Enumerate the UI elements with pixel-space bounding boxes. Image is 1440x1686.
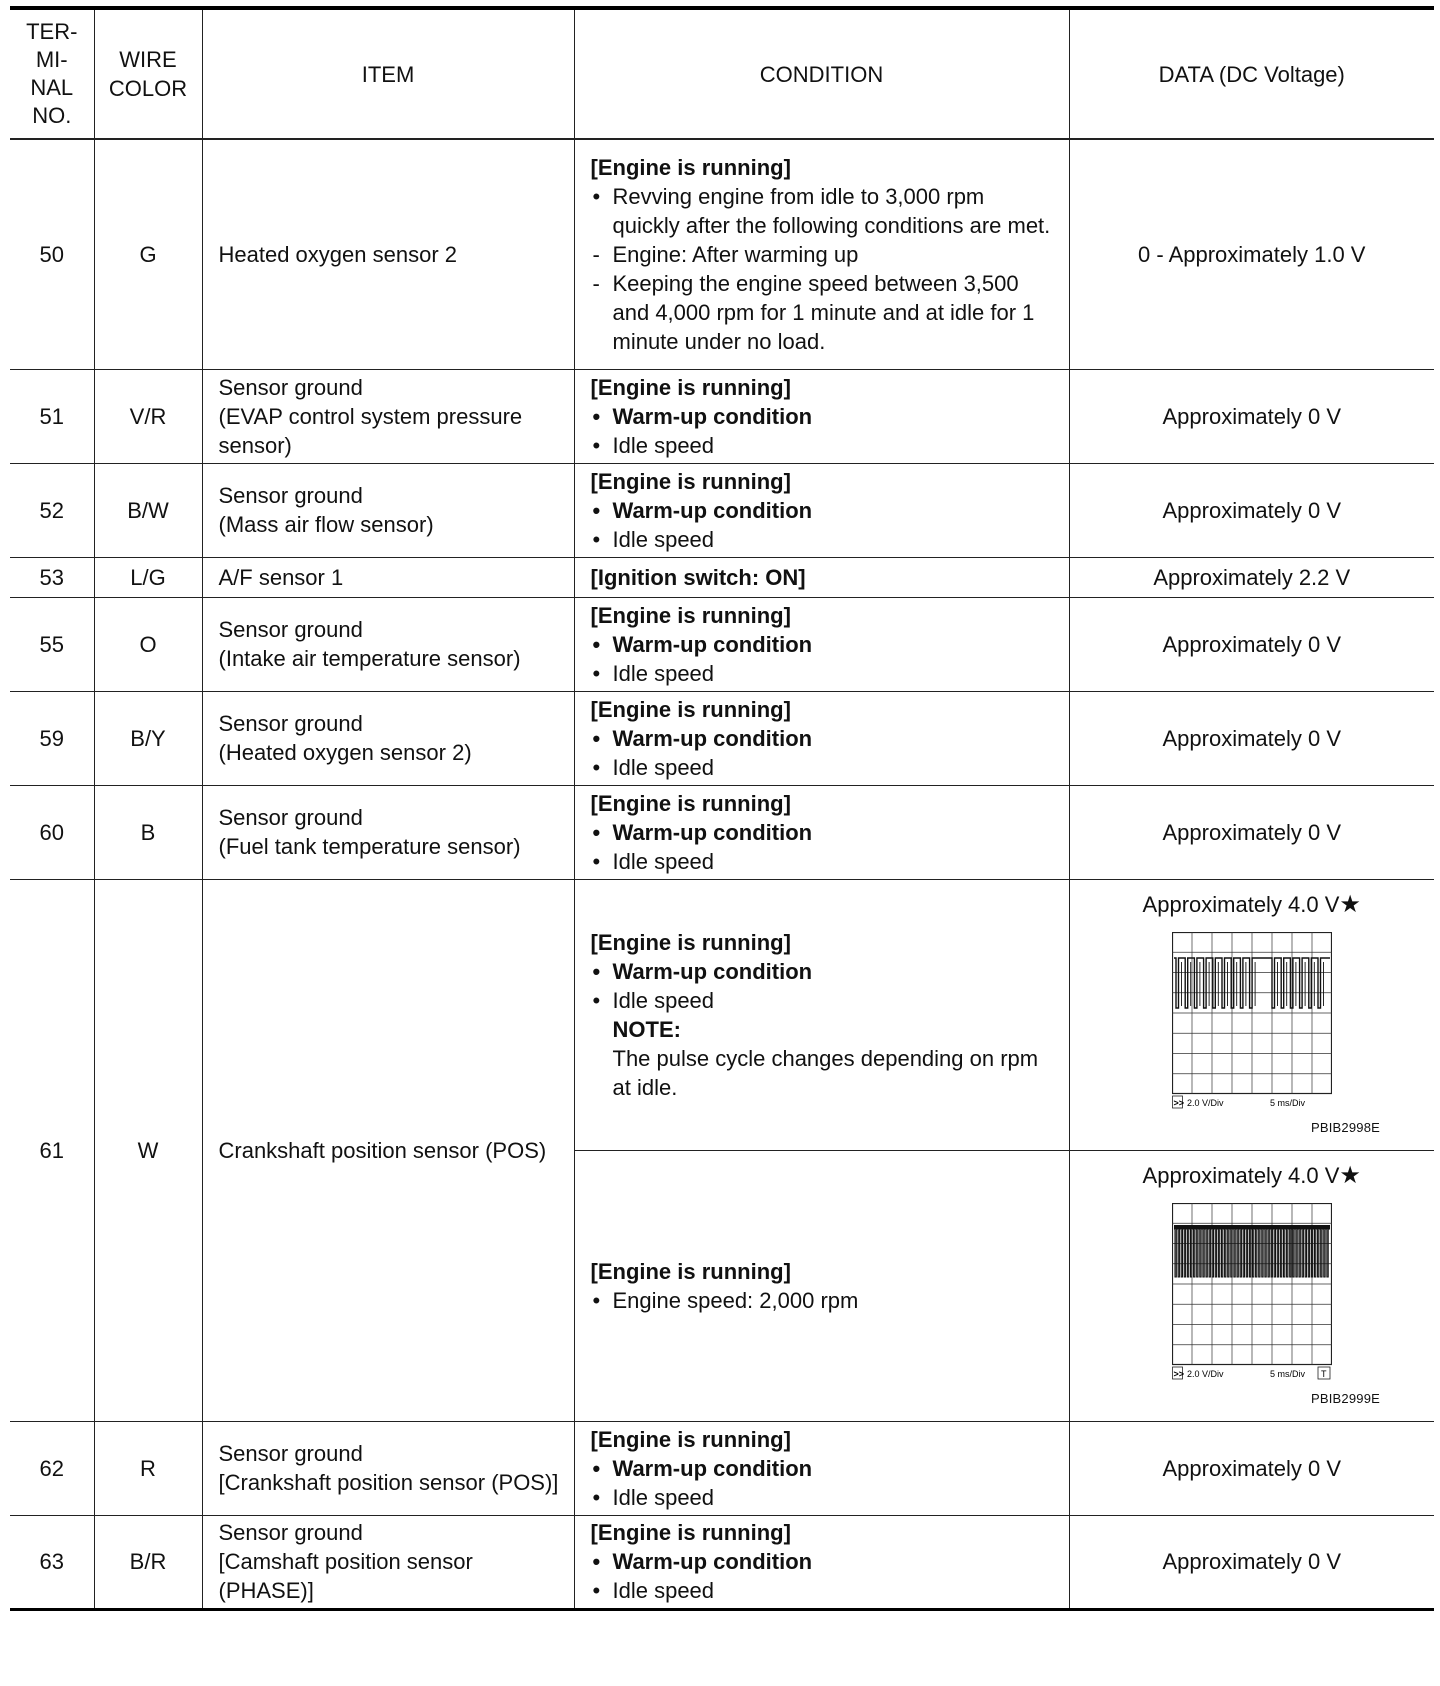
condition-item	[591, 240, 1057, 269]
figure-id: PBIB2998E	[1310, 1119, 1380, 1135]
condition-marker: •	[592, 183, 601, 209]
voltage-value: Approximately 0 V	[1069, 1515, 1434, 1609]
wire-color: B/Y	[94, 691, 202, 785]
wire-color: L/G	[94, 557, 202, 597]
item-line: Sensor ground	[218, 805, 363, 830]
condition-cell	[574, 369, 1069, 463]
condition-item	[591, 1286, 1057, 1315]
condition-item	[591, 1454, 1057, 1483]
condition-heading: [Engine is running]	[590, 1426, 791, 1452]
condition-text: Warm-up condition	[612, 403, 813, 429]
condition-text: Idle speed	[612, 660, 715, 686]
item-line: [Camshaft position sensor (PHASE)]	[218, 1549, 473, 1603]
condition-text: Engine speed: 2,000 rpm	[612, 1287, 859, 1313]
scope-arrow-icon: >>	[1173, 1368, 1184, 1379]
wire-color: B/W	[94, 463, 202, 557]
condition-text: Warm-up condition	[612, 819, 813, 845]
voltage-value: Approximately 0 V	[1069, 597, 1434, 691]
voltage-caption	[1070, 1161, 1435, 1190]
scope-time-label: 5 ms/Div	[1269, 1368, 1305, 1379]
header-wire-line: COLOR	[108, 76, 188, 101]
condition-cell	[574, 557, 1069, 597]
header-terminal-line: TER-	[26, 19, 78, 44]
condition-marker: •	[592, 819, 601, 845]
voltage-value: Approximately 0 V	[1069, 691, 1434, 785]
condition-item	[591, 818, 1057, 847]
condition-marker: •	[592, 1455, 601, 1481]
table-row	[10, 463, 1434, 557]
condition-text: Warm-up condition	[612, 725, 813, 751]
condition-text: Warm-up condition	[612, 631, 813, 657]
item-cell	[202, 1421, 574, 1515]
item-cell	[202, 597, 574, 691]
item-line: A/F sensor 1	[218, 564, 344, 590]
terminal-no: 62	[10, 1421, 94, 1515]
table-row	[10, 879, 1434, 1150]
note-heading: NOTE:	[612, 1016, 681, 1042]
terminal-no: 53	[10, 557, 94, 597]
waveform-data	[1070, 1151, 1435, 1421]
condition-list	[591, 182, 1057, 356]
table-row	[10, 557, 1434, 597]
condition-text: Idle speed	[612, 987, 715, 1013]
header-item: ITEM	[202, 8, 574, 139]
condition-text: Idle speed	[612, 754, 715, 780]
item-cell	[202, 691, 574, 785]
data-cell	[1069, 1150, 1434, 1421]
condition-heading: [Engine is running]	[590, 1258, 791, 1284]
condition-marker: •	[592, 725, 601, 751]
condition-text: Idle speed	[612, 526, 715, 552]
condition-item	[591, 724, 1057, 753]
condition-item	[591, 182, 1057, 240]
wire-color: B/R	[94, 1515, 202, 1609]
voltage-value: Approximately 4.0 V	[1142, 891, 1340, 917]
scope-trigger-tag: T	[1320, 1368, 1326, 1379]
condition-list	[591, 957, 1057, 1015]
data-cell	[1069, 879, 1434, 1150]
item-line: Heated oxygen sensor 2	[218, 241, 457, 267]
condition-cell	[574, 463, 1069, 557]
condition-marker: •	[592, 497, 601, 523]
condition-marker: •	[592, 754, 601, 780]
terminal-no: 52	[10, 463, 94, 557]
condition-marker: •	[592, 848, 601, 874]
wire-color: B	[94, 785, 202, 879]
table-row	[10, 597, 1434, 691]
scope-volt-label: 2.0 V/Div	[1186, 1097, 1224, 1108]
condition-list	[591, 1286, 1057, 1315]
table-body	[10, 139, 1434, 1609]
condition-list	[591, 402, 1057, 460]
terminal-no: 60	[10, 785, 94, 879]
header-terminal-line: MI-	[35, 47, 68, 72]
header-wire-line: WIRE	[119, 47, 177, 72]
condition-text: Idle speed	[612, 1578, 715, 1603]
condition-cell	[574, 1515, 1069, 1609]
voltage-caption	[1070, 890, 1435, 919]
condition-cell	[574, 691, 1069, 785]
item-line: Sensor ground	[218, 711, 363, 736]
item-cell	[202, 369, 574, 463]
terminal-no: 55	[10, 597, 94, 691]
condition-heading: [Engine is running]	[590, 602, 791, 628]
condition-marker: •	[592, 987, 601, 1013]
condition-marker: •	[592, 1287, 601, 1313]
condition-text: Engine: After warming up	[612, 241, 859, 267]
item-line: Crankshaft position sensor (POS)	[218, 1137, 547, 1163]
condition-cell	[574, 597, 1069, 691]
voltage-value: Approximately 0 V	[1069, 369, 1434, 463]
condition-item	[591, 496, 1057, 525]
condition-item	[591, 1547, 1057, 1576]
condition-heading: [Ignition switch: ON]	[590, 564, 806, 590]
condition-text: Warm-up condition	[612, 958, 813, 984]
item-cell	[202, 785, 574, 879]
item-line: [Crankshaft position sensor (POS)]	[218, 1470, 559, 1495]
terminal-no: 59	[10, 691, 94, 785]
condition-list	[591, 724, 1057, 782]
condition-list	[591, 496, 1057, 554]
item-cell	[202, 1515, 574, 1609]
item-line: (EVAP control system pressure sensor)	[218, 403, 523, 458]
condition-item	[591, 1576, 1057, 1605]
condition-text: Idle speed	[612, 848, 715, 874]
condition-text: Warm-up condition	[612, 1455, 813, 1481]
condition-text: Warm-up condition	[612, 1549, 813, 1574]
waveform-trace	[1174, 958, 1330, 1008]
ecm-terminal-table	[10, 6, 1434, 1611]
condition-list	[591, 818, 1057, 876]
terminal-no: 50	[10, 139, 94, 369]
terminal-no: 51	[10, 369, 94, 463]
condition-item	[591, 659, 1057, 688]
note-text: The pulse cycle changes depending on rpm at idle.	[612, 1045, 1039, 1100]
condition-item	[591, 525, 1057, 554]
figure-id: PBIB2999E	[1310, 1390, 1380, 1406]
item-line: Sensor ground	[218, 1441, 363, 1466]
header-condition: CONDITION	[574, 8, 1069, 139]
condition-marker: •	[592, 958, 601, 984]
oscilloscope-waveform	[1172, 1203, 1332, 1383]
item-line: (Mass air flow sensor)	[218, 512, 434, 537]
item-line: (Heated oxygen sensor 2)	[218, 740, 472, 765]
condition-marker: -	[592, 241, 600, 267]
condition-item	[591, 1483, 1057, 1512]
condition-item	[591, 269, 1057, 356]
waveform-top-band	[1174, 1225, 1330, 1229]
condition-text: Idle speed	[612, 1484, 715, 1510]
condition-heading: [Engine is running]	[590, 929, 791, 955]
condition-list	[591, 1547, 1057, 1605]
table-row	[10, 139, 1434, 369]
scope-time-label: 5 ms/Div	[1269, 1097, 1305, 1108]
voltage-value: Approximately 0 V	[1069, 785, 1434, 879]
wire-color: V/R	[94, 369, 202, 463]
table-row	[10, 1515, 1434, 1609]
condition-text: Warm-up condition	[612, 497, 813, 523]
waveform-data	[1070, 880, 1435, 1150]
condition-text: Revving engine from idle to 3,000 rpm quickly after the following conditions are met.	[612, 183, 1051, 238]
condition-item	[591, 957, 1057, 986]
terminal-no: 63	[10, 1515, 94, 1609]
table-row	[10, 369, 1434, 463]
item-line: (Fuel tank temperature sensor)	[218, 834, 521, 859]
condition-cell	[574, 139, 1069, 369]
condition-heading: [Engine is running]	[590, 154, 791, 180]
condition-item	[591, 402, 1057, 431]
condition-heading: [Engine is running]	[590, 468, 791, 494]
item-cell	[202, 139, 574, 369]
item-line: Sensor ground	[218, 1520, 363, 1545]
condition-text: Keeping the engine speed between 3,500 and 4,000 rpm for 1 minute and at idle for 1 minute under no load.	[612, 270, 1035, 354]
condition-text: Idle speed	[612, 432, 715, 458]
wire-color: W	[94, 879, 202, 1421]
scope-volt-label: 2.0 V/Div	[1186, 1368, 1224, 1379]
ecm-terminal-table-page	[10, 6, 1434, 1611]
scope-arrow-icon: >>	[1173, 1097, 1184, 1108]
condition-item	[591, 986, 1057, 1015]
voltage-value: Approximately 0 V	[1069, 1421, 1434, 1515]
voltage-value: Approximately 4.0 V	[1142, 1162, 1340, 1188]
voltage-value: 0 - Approximately 1.0 V	[1069, 139, 1434, 369]
item-cell	[202, 463, 574, 557]
waveform-trace	[1174, 1229, 1330, 1277]
header-data: DATA (DC Voltage)	[1069, 8, 1434, 139]
condition-marker: •	[592, 1549, 601, 1574]
condition-marker: -	[592, 270, 600, 296]
condition-heading: [Engine is running]	[590, 374, 791, 400]
condition-heading: [Engine is running]	[590, 790, 791, 816]
condition-marker: •	[592, 1578, 601, 1603]
condition-marker: •	[592, 526, 601, 552]
condition-marker: •	[592, 631, 601, 657]
condition-item	[591, 847, 1057, 876]
condition-cell	[574, 879, 1069, 1150]
header-terminal-line: NO.	[32, 103, 72, 128]
condition-cell	[574, 1421, 1069, 1515]
condition-marker: •	[592, 403, 601, 429]
header-terminal-line: NAL	[30, 75, 74, 100]
item-line: Sensor ground	[218, 483, 363, 508]
condition-marker: •	[592, 1484, 601, 1510]
condition-item	[591, 630, 1057, 659]
header-terminal-no	[10, 8, 94, 139]
condition-item	[591, 753, 1057, 782]
condition-marker: •	[592, 660, 601, 686]
oscilloscope-waveform	[1172, 932, 1332, 1112]
star-icon: ★	[1339, 890, 1361, 918]
wire-color: O	[94, 597, 202, 691]
terminal-no: 61	[10, 879, 94, 1421]
table-row	[10, 691, 1434, 785]
condition-marker: •	[592, 432, 601, 458]
item-line: Sensor ground	[218, 617, 363, 642]
item-cell	[202, 879, 574, 1421]
condition-heading: [Engine is running]	[590, 696, 791, 722]
table-row	[10, 1421, 1434, 1515]
condition-heading: [Engine is running]	[590, 1520, 791, 1545]
voltage-value: Approximately 0 V	[1069, 463, 1434, 557]
condition-item	[591, 431, 1057, 460]
item-line: (Intake air temperature sensor)	[218, 646, 521, 671]
voltage-value: Approximately 2.2 V	[1069, 557, 1434, 597]
condition-cell	[574, 1150, 1069, 1421]
wire-color: R	[94, 1421, 202, 1515]
condition-list	[591, 1454, 1057, 1512]
condition-list	[591, 630, 1057, 688]
wire-color: G	[94, 139, 202, 369]
star-icon: ★	[1339, 1161, 1361, 1189]
condition-cell	[574, 785, 1069, 879]
header-row	[10, 8, 1434, 139]
table-row	[10, 785, 1434, 879]
item-cell	[202, 557, 574, 597]
header-wire-color	[94, 8, 202, 139]
item-line: Sensor ground	[218, 374, 363, 400]
